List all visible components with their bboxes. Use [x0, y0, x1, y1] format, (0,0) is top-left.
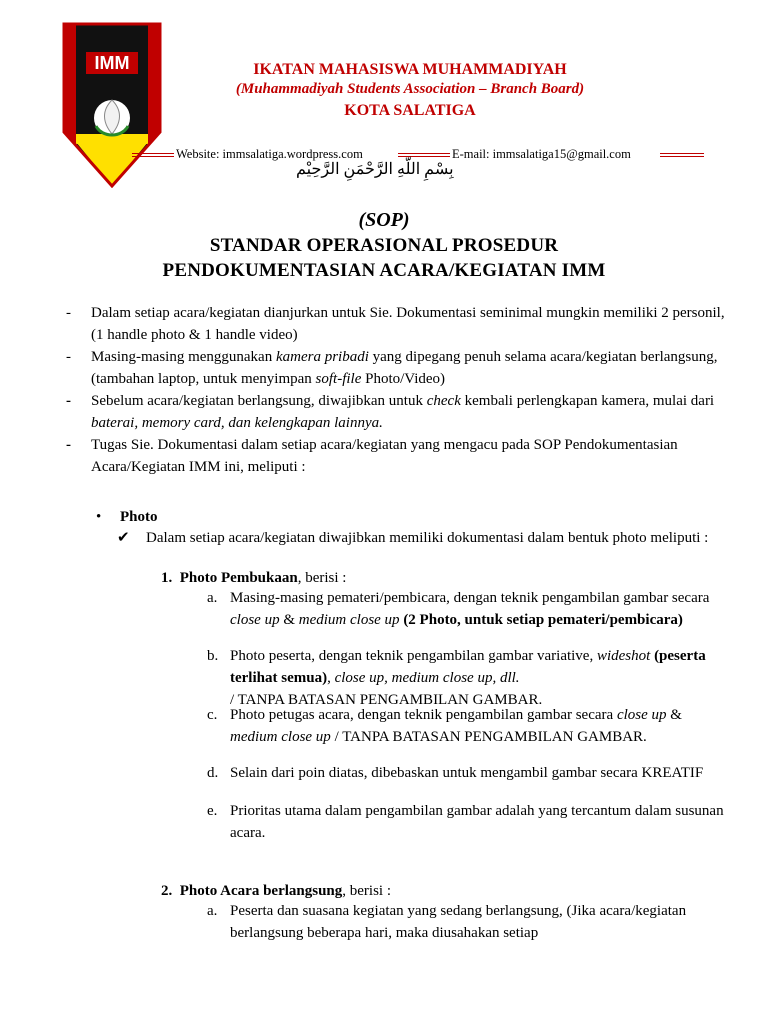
dash-marker: - — [66, 393, 71, 409]
item-letter: a. — [207, 903, 218, 919]
sop-label: (SOP) — [358, 209, 410, 231]
item-text: Masing-masing pemateri/pembicara, dengan teknik pengambilan gambar secara close up & medium close up (2 Photo, untuk setiap pemateri/pembicara) — [230, 590, 710, 628]
point-text: Dalam setiap acara/kegiatan dianjurkan untuk Sie. Dokumentasi seminimal mungkin memiliki 2 personil, (1 handle photo & 1 handle video) — [91, 305, 725, 343]
organization-heading — [205, 60, 615, 121]
intro-text: Dalam setiap acara/kegiatan diwajibkan memiliki dokumentasi dalam bentuk photo meliputi : — [146, 530, 709, 546]
list-item — [66, 390, 736, 434]
item-text: Photo petugas acara, dengan teknik pengambilan gambar secara close up & medium close up / TANPA BATASAN PENGAMBILAN GAMBAR. — [230, 707, 682, 745]
logo-text: IMM — [94, 53, 130, 73]
org-name: IKATAN MAHASISWA MUHAMMADIYAH — [253, 61, 567, 78]
main-points — [66, 302, 736, 478]
list-item — [66, 346, 736, 390]
photo-intro — [117, 527, 717, 549]
subsection-heading: 2. Photo Acara berlangsung, berisi : — [161, 883, 392, 899]
org-subtitle: (Muhammadiyah Students Association – Branch Board) — [235, 81, 585, 97]
basmalah: بِسْمِ اللّهِ الرَّحْمَنِ الرَّحِيْم — [296, 161, 454, 178]
org-city: KOTA SALATIGA — [344, 102, 476, 119]
item-letter: e. — [207, 803, 218, 819]
list-item-a — [207, 900, 727, 944]
list-item-c — [207, 704, 727, 748]
list-item-d — [207, 762, 727, 784]
item-letter: b. — [207, 648, 219, 664]
divider — [398, 153, 450, 157]
point-text: Masing-masing menggunakan kamera pribadi yang dipegang penuh selama acara/kegiatan berlangsung, (tambahan laptop, untuk menyimpan soft-file Photo/Video) — [91, 349, 718, 387]
point-text: Sebelum acara/kegiatan berlangsung, diwajibkan untuk check kembali perlengkapan kamera, mulai dari baterai, memory card, dan kelengkapan lainnya. — [91, 393, 715, 431]
item-letter: a. — [207, 590, 218, 606]
divider — [660, 153, 704, 157]
list-item-e — [207, 800, 727, 844]
document-title: STANDAR OPERASIONAL PROSEDUR — [209, 235, 559, 256]
photo-label: Photo — [120, 509, 158, 525]
item-text: Selain dari poin diatas, dibebaskan untuk mengambil gambar secara KREATIF — [230, 765, 704, 781]
list-item-a — [207, 587, 727, 631]
subsection-heading: 1. Photo Pembukaan, berisi : — [161, 570, 347, 586]
dash-marker: - — [66, 349, 71, 365]
item-text: Peserta dan suasana kegiatan yang sedang berlangsung, (Jika acara/kegiatan berlangsung beberapa hari, maka diusahakan setiap — [230, 903, 687, 941]
dash-marker: - — [66, 305, 71, 321]
website: Website: immsalatiga.wordpress.com — [176, 147, 363, 161]
email: E-mail: immsalatiga15@gmail.com — [452, 147, 631, 161]
item-letter: c. — [207, 707, 218, 723]
list-item-b — [207, 645, 727, 711]
bullet-icon: • — [96, 509, 102, 525]
item-text: Prioritas utama dalam pengambilan gambar adalah yang tercantum dalam susunan acara. — [230, 803, 724, 841]
item-text: Photo peserta, dengan teknik pengambilan gambar variative, wideshot (peserta terlihat semua), close up, medium close up, dll. / TANPA BATASAN PENGAMBILAN GAMBAR. — [230, 648, 706, 708]
dash-marker: - — [66, 437, 71, 453]
item-letter: d. — [207, 765, 219, 781]
list-item — [66, 434, 736, 478]
imm-logo — [62, 22, 162, 188]
document-subtitle: PENDOKUMENTASIAN ACARA/KEGIATAN IMM — [162, 260, 606, 281]
check-icon: ✔ — [117, 530, 130, 546]
list-item — [66, 302, 736, 346]
point-text: Tugas Sie. Dokumentasi dalam setiap acara/kegiatan yang mengacu pada SOP Pendokumentasian Acara/Kegiatan IMM ini, meliputi : — [91, 437, 678, 475]
divider — [132, 153, 174, 157]
